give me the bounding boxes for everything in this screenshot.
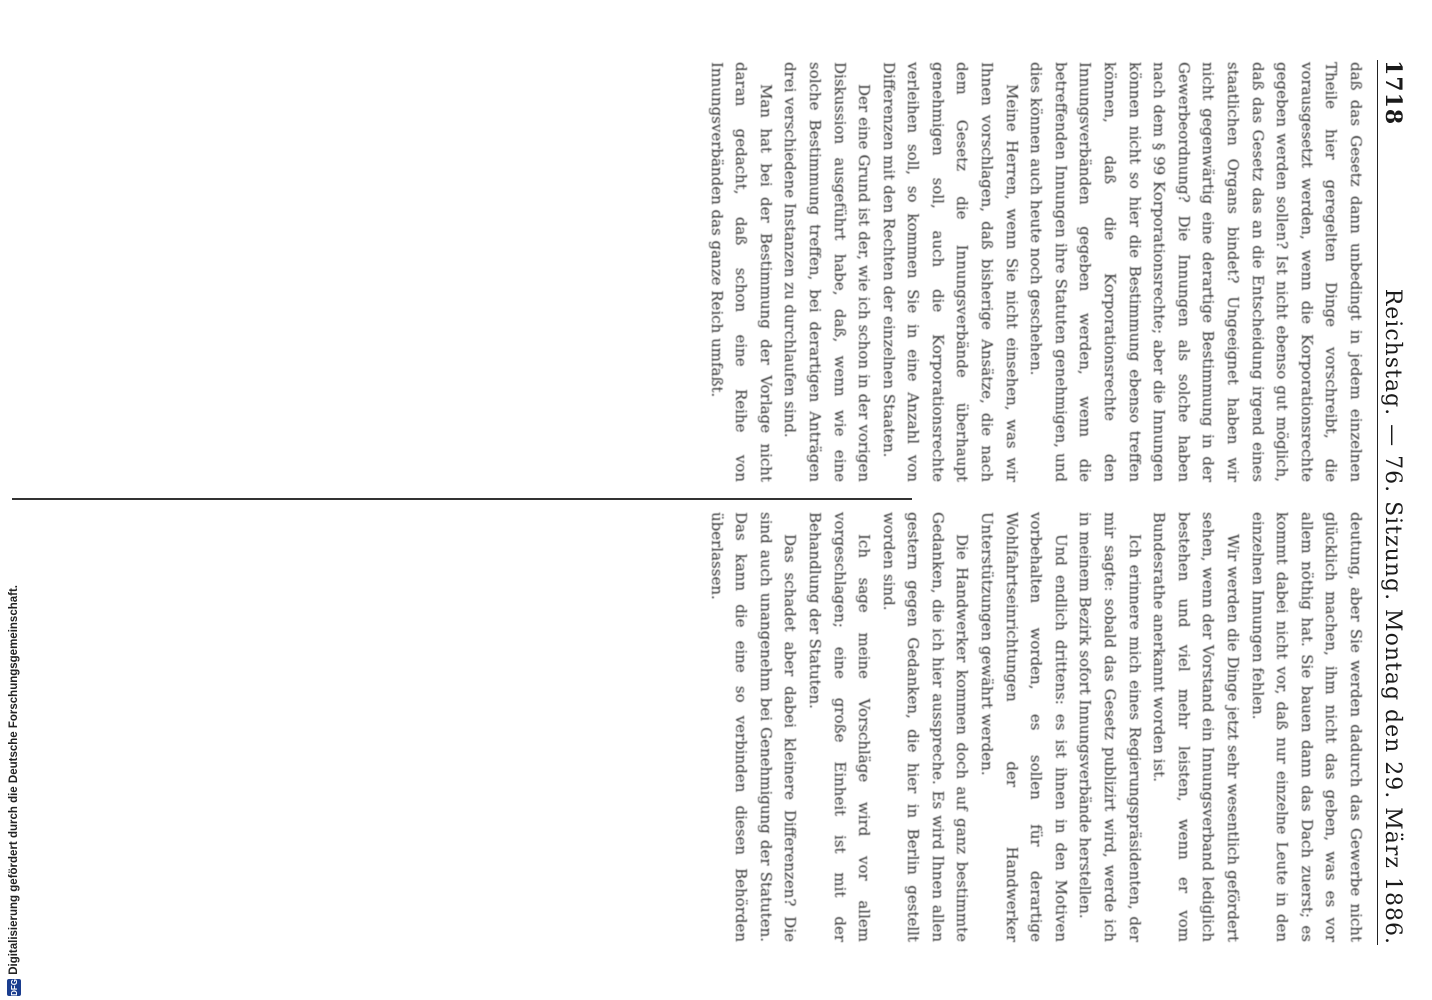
- text-column-right: [18, 512, 1368, 942]
- paragraph: Das schadet aber dabei kleinere Differenzen? Die sind auch unangenehm bei Genehmigung der Statuten. Das kann die eine so verbinden diesen Behörden überlassen.: [707, 512, 800, 942]
- text-column-left: [18, 62, 1368, 482]
- paragraph: Ich sage meine Vorschläge wird vor allem vorgeschlagen; eine große Einheit ist mit der Behandlung der Statuten.: [805, 512, 874, 942]
- running-title: Reichstag. — 76. Sitzung. Montag den 29. März 1886.: [1380, 288, 1405, 945]
- column-divider: [12, 498, 912, 500]
- page-number: 1718: [1380, 60, 1406, 126]
- paragraph: Wir werden die Dinge jetzt sehr wesentlich gefördert sehen, wenn der Vorstand ein Innungsverband lediglich bestehen und viel mehr leisten, wenn er vom Bundesrathe anerkannt worden ist.: [1150, 512, 1243, 942]
- paragraph: daß das Gesetz dann unbedingt in jedem einzelnen Theile hier geregelten Dinge vorschreibt, die vorausgesetzt werden, wenn die Korporationsrechte gegeben werden sollen? Ist nicht ebenso gut möglich, daß das Gesetz das an die Entscheidung irgend eines staatlichen Organs bindet? Ungeeignet haben wir nicht gegenwärtig eine derartige Bestimmung in der Gewerbeordnung? Die Innungen als solche haben nach dem § 99 Korporationsrechte; aber die Innungen können nicht so hier die Bestimmung ebenso treffen können, daß die Korporationsrechte den Innungsverbänden gegeben werden, wenn die betreffenden Innungen ihre Statuten genehmigen, und dies können auch heute noch geschehen.: [1027, 62, 1365, 482]
- digitization-footer: [4, 585, 24, 996]
- dfg-logo-icon: DFG: [7, 979, 21, 996]
- paragraph: Der eine Grund ist der, wie ich schon in der vorigen Diskussion ausgeführt habe, daß, wenn wie eine solche Bestimmung treffen, bei derartigen Anträgen drei verschiedene Instanzen zu durchlaufen sind.: [781, 62, 874, 482]
- paragraph: Und endlich drittens: es ist ihnen in den Motiven vorbehalten worden, es sollen für derartige Wohlfahrtseinrichtungen der Handwerker Unterstützungen gewährt werden.: [978, 512, 1070, 942]
- paragraph: Die Handwerker kommen doch auf ganz bestimmte Gedanken, die ich hier ausspreche. Es wird Ihnen allen gestern gegen Gedanken, die hier in Berlin gestellt worden sind.: [879, 512, 972, 942]
- paragraph: Man hat bei der Bestimmung der Vorlage nicht daran gedacht, daß schon eine Reihe von Innungsverbänden das ganze Reich umfaßt.: [707, 62, 775, 482]
- digitization-credit: Digitalisierung gefördert durch die Deutsche Forschungsgemeinschaft.: [8, 585, 20, 976]
- paragraph: Ich erinnere mich eines Regierungspräsidenten, der mir sagte: sobald das Gesetz publizirt wird, werde ich in meinem Bezirk sofort Innungsverbände herstellen.: [1076, 512, 1144, 942]
- page-header: [1377, 60, 1424, 945]
- paragraph: deutung, aber Sie werden dadurch das Gewerbe nicht glücklich machen, ihm nicht das geben, was es vor allem nöthig hat. Sie bauen dann das Dach zuerst; es kommt dabei nicht vor, daß nur einzelne Leute in den einzelnen Innungen fehlen.: [1248, 512, 1365, 942]
- paragraph: Meine Herren, wenn Sie nicht einsehen, was wir Ihnen vorschlagen, daß bisherige Ansätze, die nach dem Gesetz die Innungsverbände überhaupt genehmigen soll, auch die Korporationsrechte verleihen soll, so kommen Sie in eine Anzahl von Differenzen mit den Rechten der einzelnen Staaten.: [879, 62, 1021, 482]
